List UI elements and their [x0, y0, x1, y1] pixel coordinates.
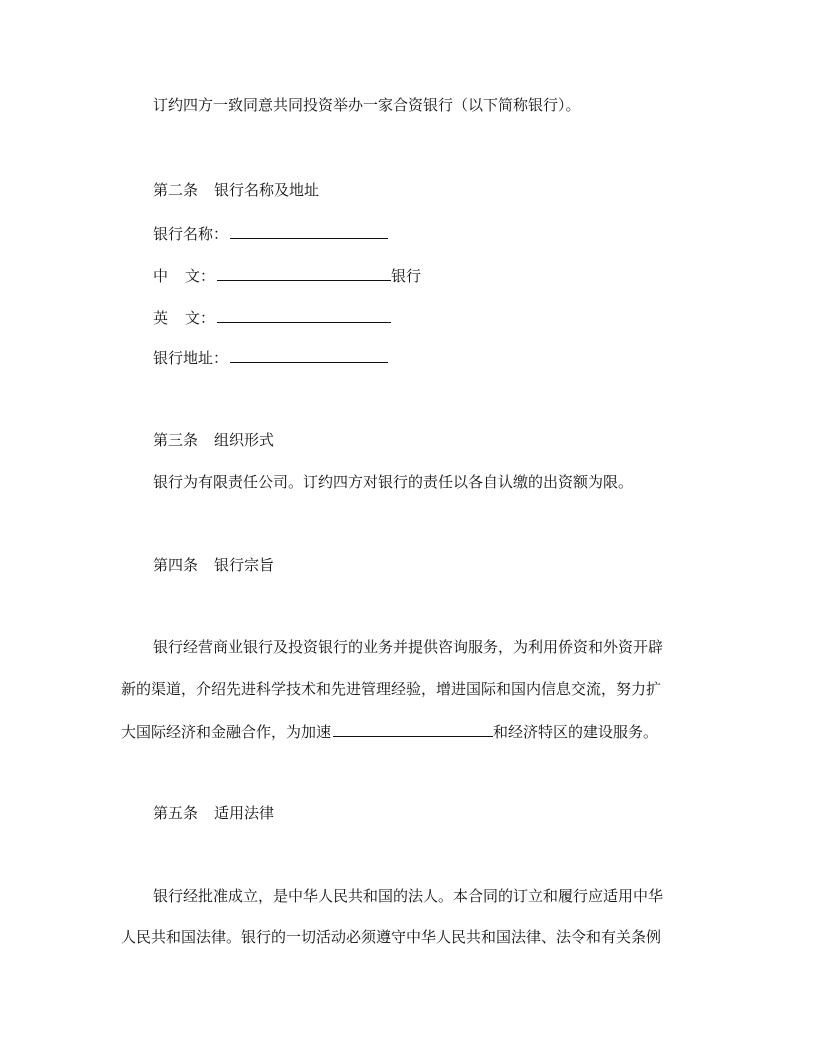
- article-2-title: 银行名称及地址: [214, 181, 320, 199]
- article-5-body-line-1: 银行经批准成立，是中华人民共和国的法人。本合同的订立和履行应适用中华: [153, 887, 664, 905]
- bank-address-row: [153, 346, 388, 368]
- article-5-heading: [153, 803, 274, 823]
- article-2-heading: [153, 180, 319, 200]
- article-4-body-line-3a: 大国际经济和金融合作，为加速: [121, 723, 332, 741]
- english-name-row: [153, 306, 391, 328]
- intro-paragraph: 订约四方一致同意共同投资举办一家合资银行（以下简称银行）。: [153, 96, 581, 114]
- english-label-a: 英: [153, 309, 169, 327]
- english-label-b: 文：: [185, 309, 216, 327]
- chinese-label-b: 文：: [185, 267, 216, 285]
- article-4-number: 第四条: [153, 556, 199, 574]
- article-4-heading: [153, 555, 274, 575]
- article-3-number: 第三条: [153, 431, 199, 449]
- article-4-body-line-2: 新的渠道，介绍先进科学技术和先进管理经验，增进国际和国内信息交流，努力扩: [121, 680, 662, 698]
- article-5-number: 第五条: [153, 804, 199, 822]
- bank-name-blank[interactable]: [230, 222, 388, 239]
- article-5-title: 适用法律: [214, 804, 275, 822]
- bank-name-row: [153, 222, 388, 244]
- chinese-label-a: 中: [153, 267, 169, 285]
- article-2-number: 第二条: [153, 181, 199, 199]
- article-3-heading: [153, 430, 274, 450]
- bank-name-label: 银行名称：: [153, 225, 229, 243]
- english-name-blank[interactable]: [217, 306, 391, 323]
- bank-address-label: 银行地址：: [153, 349, 229, 367]
- article-3-title: 组织形式: [214, 431, 275, 449]
- chinese-name-row: [153, 264, 421, 286]
- chinese-name-suffix: 银行: [391, 267, 422, 285]
- article-3-body: 银行为有限责任公司。订约四方对银行的责任以各自认缴的出资额为限。: [153, 473, 634, 491]
- accelerate-blank[interactable]: [333, 720, 493, 737]
- bank-address-blank[interactable]: [230, 346, 388, 363]
- chinese-name-blank[interactable]: [217, 264, 391, 281]
- article-4-body-line-3b: 和经济特区的建设服务。: [493, 723, 659, 741]
- article-5-body-line-2: 人民共和国法律。银行的一切活动必须遵守中华人民共和国法律、法令和有关条例: [121, 928, 662, 946]
- article-4-body-line-3: [121, 720, 658, 742]
- article-4-body-line-1: 银行经营商业银行及投资银行的业务并提供咨询服务，为利用侨资和外资开辟: [153, 638, 664, 656]
- article-4-title: 银行宗旨: [214, 556, 275, 574]
